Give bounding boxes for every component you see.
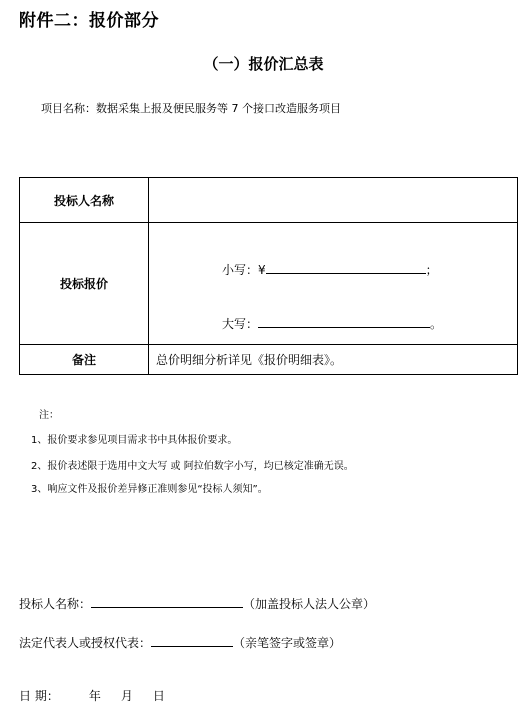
remark-label: 备注: [20, 345, 149, 375]
bid-price-cell: [149, 223, 518, 345]
quote-summary-table: [19, 177, 518, 375]
section-title: （一）报价汇总表: [203, 55, 324, 73]
bidder-name-field[interactable]: [149, 178, 518, 223]
lower-case-label: 小写：¥: [222, 263, 266, 277]
upper-case-end: 。: [430, 317, 443, 331]
project-name-value: 数据采集上报及便民服务等 7 个接口改造服务项目: [96, 102, 341, 115]
lower-case-amount-line: [222, 261, 438, 278]
bidder-sign-label: 投标人名称：: [19, 597, 92, 611]
project-name-line: [41, 100, 341, 116]
lower-case-field[interactable]: [266, 261, 426, 274]
note-item: 2、报价表述限于选用中文大写 或 阿拉伯数字小写，均已核定准确无误。: [31, 461, 354, 472]
bidder-signature-line: [19, 594, 375, 612]
upper-case-amount-line: [222, 315, 442, 332]
bidder-name-label: 投标人名称: [20, 178, 149, 223]
rep-sign-hint: （亲笔签字或签章）: [233, 636, 342, 650]
rep-sign-label: 法定代表人或授权代表：: [19, 636, 152, 650]
date-month: 月: [120, 689, 133, 703]
date-day: 日: [152, 689, 165, 703]
bidder-sign-field[interactable]: [91, 594, 243, 608]
table-row: [20, 223, 518, 345]
date-year: 年: [88, 689, 101, 703]
bidder-sign-hint: （加盖投标人法人公章）: [243, 597, 376, 611]
project-name-label: 项目名称：: [41, 102, 96, 115]
lower-case-end: ；: [425, 263, 438, 277]
table-row: [20, 178, 518, 223]
remark-value: 总价明细分析详见《报价明细表》。: [149, 345, 518, 375]
note-item: 3、响应文件及报价差异修正准则参见“投标人须知”。: [31, 484, 268, 495]
notes-title: 注：: [39, 410, 59, 421]
table-row: [20, 345, 518, 375]
page-title: 附件二：报价部分: [19, 11, 159, 31]
date-line: [19, 687, 165, 704]
date-label: 日 期：: [19, 689, 59, 703]
bid-price-label: 投标报价: [20, 223, 149, 345]
note-item: 1、报价要求参见项目需求书中具体报价要求。: [31, 435, 238, 446]
upper-case-field[interactable]: [258, 315, 430, 328]
upper-case-label: 大写：: [222, 317, 259, 331]
representative-signature-line: [19, 633, 341, 651]
rep-sign-field[interactable]: [151, 633, 233, 647]
